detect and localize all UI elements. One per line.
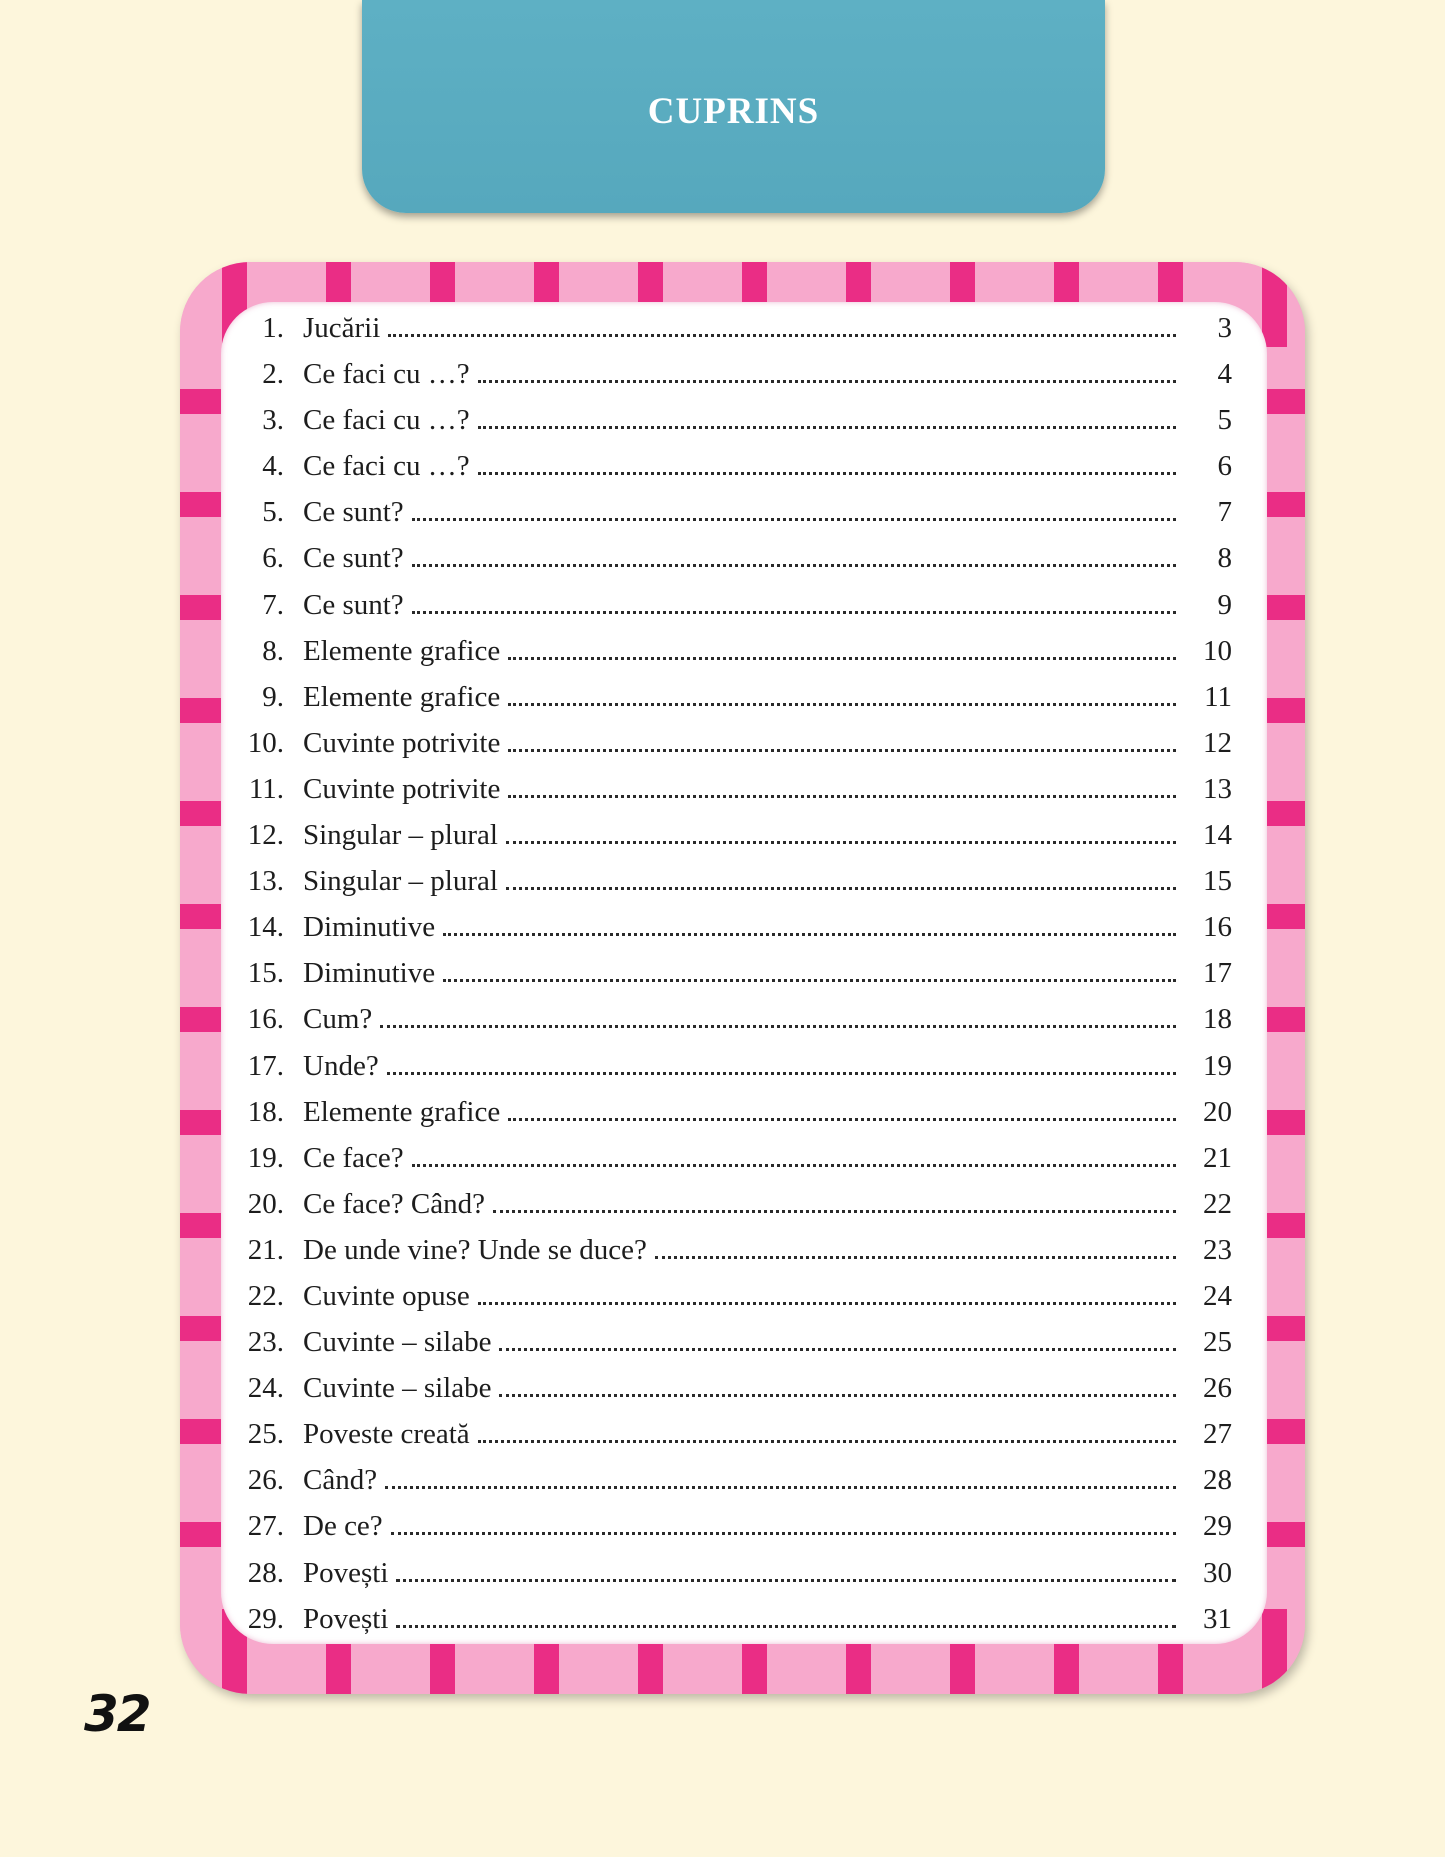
toc-title: Singular – plural [303,819,498,852]
toc-page-number: 13 [1203,772,1232,805]
toc-entry [238,1142,1232,1188]
header-tab [362,0,1105,213]
toc-entry [238,635,1232,681]
toc-entry [238,1603,1232,1649]
toc-title: Cuvinte potrivite [303,726,501,759]
toc-entry [238,1418,1232,1464]
toc-number: 20. [247,1187,284,1220]
toc-entry [238,957,1232,1003]
toc-entry [238,542,1232,588]
toc-dot-leader [391,1532,1176,1535]
toc-page-number: 20 [1203,1095,1232,1128]
toc-entry [238,450,1232,496]
toc-title: Cum? [303,1003,373,1036]
toc-title: Elemente grafice [303,680,501,713]
toc-title: Cuvinte opuse [303,1279,470,1312]
toc-dot-leader [396,1579,1176,1582]
toc-title: De unde vine? Unde se duce? [303,1233,647,1266]
toc-dot-leader [506,841,1176,844]
toc-title: Ce sunt? [303,542,404,575]
toc-page-number: 10 [1203,634,1232,667]
toc-title: Singular – plural [303,865,498,898]
toc-dot-leader [508,657,1176,660]
toc-page-number: 27 [1203,1418,1232,1451]
toc-entry [238,358,1232,404]
toc-entry [238,589,1232,635]
toc-number: 1. [262,312,284,344]
toc-page-number: 25 [1203,1326,1232,1359]
toc-entry [238,865,1232,911]
toc-entry [238,681,1232,727]
page-title: CUPRINS [647,91,820,132]
toc-page-number: 15 [1203,865,1232,898]
toc-number: 3. [262,404,284,437]
page-number: 32 [84,1685,150,1743]
toc-page-number: 14 [1203,819,1232,852]
toc-number: 28. [247,1556,284,1589]
toc-dot-leader [478,472,1176,475]
toc-number: 14. [247,911,284,944]
toc-dot-leader [380,1025,1176,1028]
toc-page-number: 23 [1203,1233,1232,1266]
toc-title: Jucării [303,312,381,344]
toc-title: Ce face? [303,1141,404,1174]
toc-title: Diminutive [303,911,436,944]
toc-page-number: 21 [1203,1141,1232,1174]
toc-dot-leader [412,611,1176,614]
toc-page-number: 17 [1203,957,1232,990]
toc-number: 2. [262,358,284,391]
toc-page-number: 26 [1203,1372,1232,1405]
toc-page-number: 28 [1203,1464,1232,1497]
toc-number: 6. [262,542,284,575]
toc-page-number: 12 [1203,726,1232,759]
toc-dot-leader [508,1118,1176,1121]
toc-dot-leader [655,1256,1176,1259]
toc-title: Ce faci cu …? [303,404,470,437]
toc-title: Când? [303,1464,378,1497]
toc-dot-leader [508,795,1176,798]
toc-title: Ce face? Când? [303,1187,485,1220]
toc-title: Ce sunt? [303,496,404,529]
toc-dot-leader [387,1072,1176,1075]
table-of-contents [238,312,1232,1649]
toc-dot-leader [412,518,1176,521]
toc-title: Cuvinte potrivite [303,772,501,805]
toc-number: 7. [262,588,284,621]
toc-number: 18. [247,1095,284,1128]
toc-dot-leader [388,334,1176,337]
toc-number: 27. [247,1510,284,1543]
toc-number: 11. [248,772,284,805]
toc-dot-leader [443,933,1176,936]
toc-number: 17. [247,1049,284,1082]
toc-page-number: 7 [1217,496,1232,529]
toc-dot-leader [478,1440,1176,1443]
toc-dot-leader [499,1348,1176,1351]
toc-dot-leader [478,1302,1176,1305]
toc-title: Ce faci cu …? [303,358,470,391]
toc-number: 19. [247,1141,284,1174]
toc-dot-leader [412,564,1176,567]
toc-entry [238,911,1232,957]
toc-number: 8. [262,634,284,667]
toc-dot-leader [506,887,1176,890]
toc-title: Diminutive [303,957,436,990]
toc-dot-leader [412,1164,1176,1167]
toc-entry [238,1280,1232,1326]
toc-number: 23. [247,1326,284,1359]
toc-entry [238,1464,1232,1510]
toc-number: 9. [262,680,284,713]
toc-number: 24. [247,1372,284,1405]
toc-number: 13. [247,865,284,898]
toc-entry [238,1510,1232,1556]
toc-dot-leader [508,703,1176,706]
toc-dot-leader [478,426,1176,429]
toc-entry [238,496,1232,542]
toc-page-number: 9 [1217,588,1232,621]
toc-page-number: 24 [1203,1279,1232,1312]
toc-number: 25. [247,1418,284,1451]
toc-number: 12. [247,819,284,852]
toc-title: Ce faci cu …? [303,450,470,483]
toc-number: 26. [247,1464,284,1497]
toc-page-number: 30 [1203,1556,1232,1589]
toc-entry [238,1188,1232,1234]
toc-page-number: 6 [1217,450,1232,483]
toc-number: 5. [262,496,284,529]
toc-entry [238,404,1232,450]
toc-title: Elemente grafice [303,634,501,667]
toc-entry [238,773,1232,819]
toc-page-number: 22 [1203,1187,1232,1220]
toc-number: 15. [247,957,284,990]
toc-page-number: 3 [1217,312,1232,344]
toc-page-number: 5 [1217,404,1232,437]
toc-page-number: 31 [1203,1602,1232,1635]
toc-page-number: 29 [1203,1510,1232,1543]
toc-entry [238,1096,1232,1142]
toc-title: Ce sunt? [303,588,404,621]
toc-number: 4. [262,450,284,483]
toc-page-number: 18 [1203,1003,1232,1036]
toc-dot-leader [493,1210,1176,1213]
toc-entry [238,727,1232,773]
toc-entry [238,1372,1232,1418]
toc-entry [238,1050,1232,1096]
toc-page-number: 4 [1217,358,1232,391]
toc-title: Povești [303,1556,389,1589]
toc-entry [238,1234,1232,1280]
toc-page-number: 16 [1203,911,1232,944]
toc-entry [238,1003,1232,1049]
toc-title: Unde? [303,1049,379,1082]
toc-dot-leader [396,1625,1176,1628]
toc-page-number: 8 [1217,542,1232,575]
toc-dot-leader [443,979,1176,982]
toc-dot-leader [385,1486,1176,1489]
toc-entry [238,1326,1232,1372]
toc-title: Povești [303,1602,389,1635]
toc-entry [238,819,1232,865]
toc-number: 22. [247,1279,284,1312]
toc-dot-leader [478,380,1176,383]
toc-page-number: 19 [1203,1049,1232,1082]
toc-entry [238,1557,1232,1603]
toc-number: 10. [247,726,284,759]
toc-number: 16. [247,1003,284,1036]
toc-entry [238,312,1232,358]
toc-title: Cuvinte – silabe [303,1326,492,1359]
toc-dot-leader [499,1394,1176,1397]
toc-title: Elemente grafice [303,1095,501,1128]
toc-number: 29. [247,1602,284,1635]
toc-dot-leader [508,749,1176,752]
toc-title: Cuvinte – silabe [303,1372,492,1405]
toc-number: 21. [247,1233,284,1266]
toc-title: De ce? [303,1510,383,1543]
toc-title: Poveste creată [303,1418,470,1451]
toc-page-number: 11 [1204,680,1232,713]
